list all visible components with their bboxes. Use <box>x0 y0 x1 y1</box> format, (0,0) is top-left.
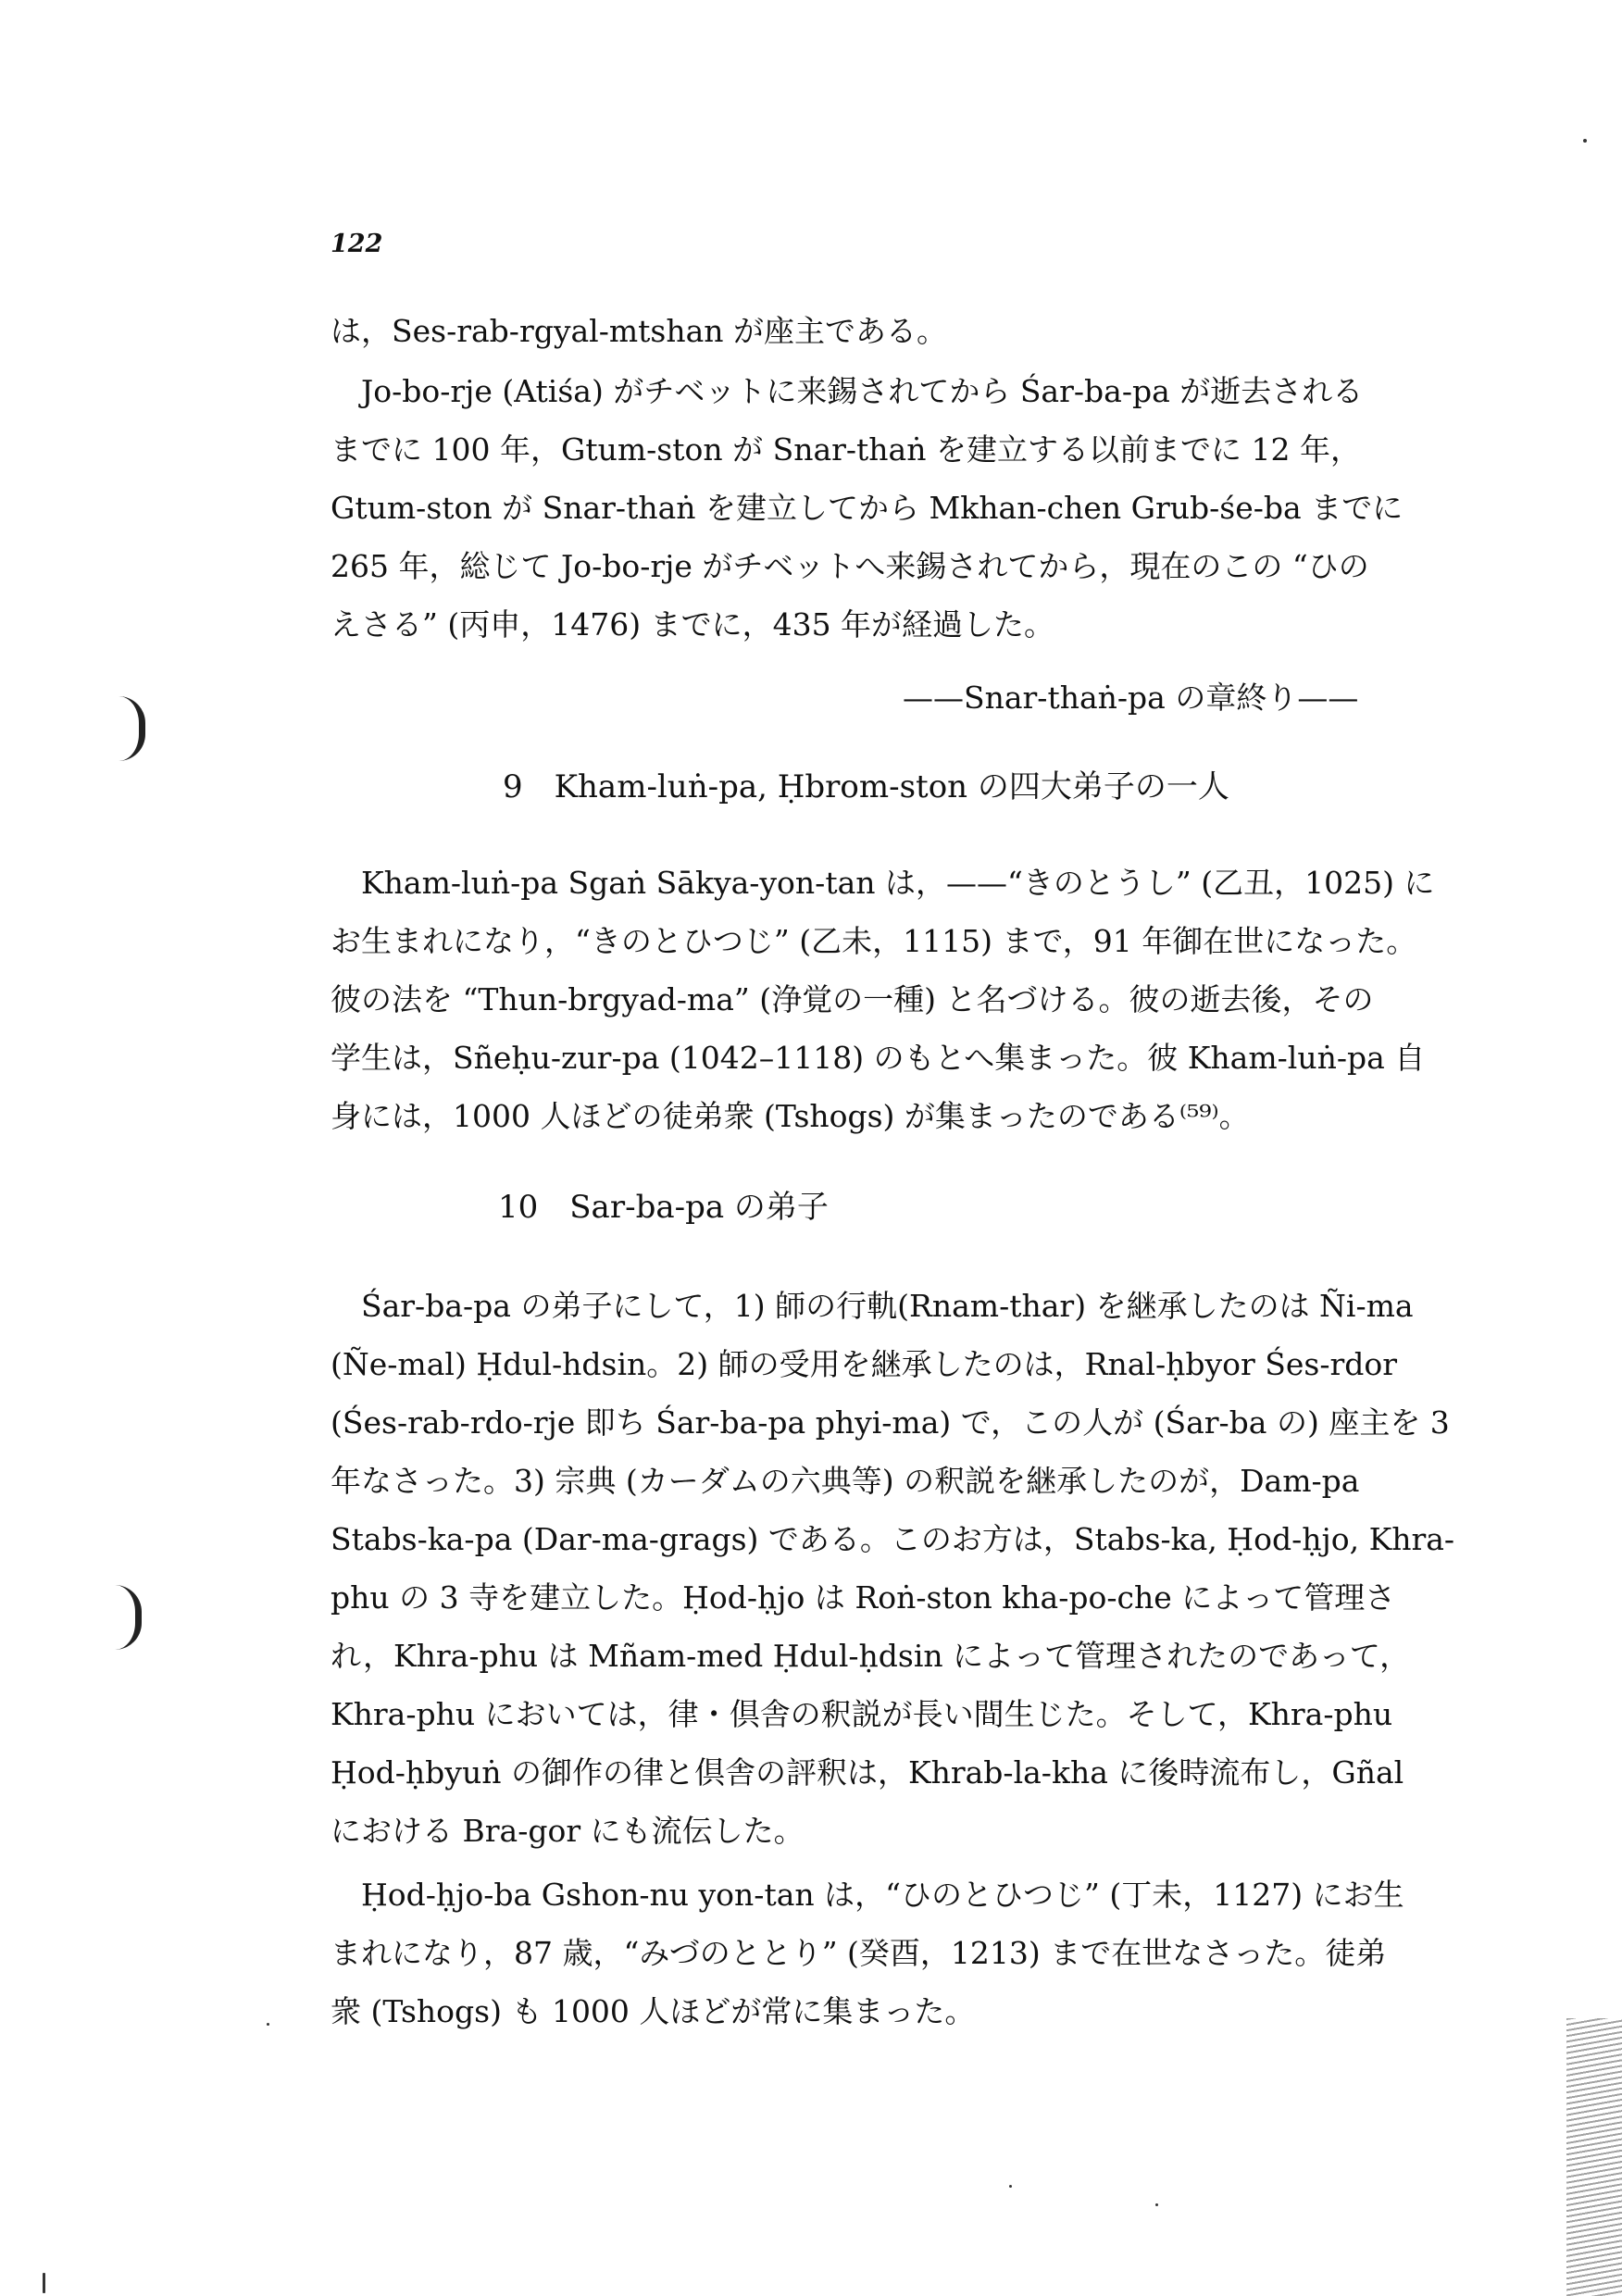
scan-speck <box>1155 2203 1158 2206</box>
text-line: Śar-ba-pa の弟子にして，1) 師の行軌(Rnam-thar) を継承したのは Ñi-ma <box>361 1288 1414 1324</box>
text-line: れ，Khra-phu は Mñam-med Ḥdul-ḥdsin によって管理されたのであって， <box>331 1638 1411 1674</box>
binding-bracket-lower <box>115 1585 142 1650</box>
scan-edge-noise <box>1566 2018 1622 2296</box>
text-line: Ḥod-ḥbyuṅ の御作の律と倶舎の評釈は，Khrab-la-kha に後時流布し，Gñal <box>331 1754 1404 1791</box>
section-10-heading: 10 Sar-ba-pa の弟子 <box>498 1189 829 1226</box>
text-line: (Ñe-mal) Ḥdul-hdsin。2) 師の受用を継承したのは，Rnal-ḥbyor Śes-rdor <box>331 1346 1398 1382</box>
text-line: Ḥod-ḥjo-ba Gshon-nu yon-tan は，“ひのとひつじ” (丁未，1127) にお生 <box>361 1877 1404 1913</box>
text-line: Stabs-ka-pa (Dar-ma-grags) である。このお方は，Stabs-ka, Ḥod-ḥjo, Khra- <box>331 1521 1455 1557</box>
text-line: まれになり，87 歳，“みづのととり” (癸酉，1213) まで在世なさった。徒弟 <box>331 1935 1387 1971</box>
text-line: えさる” (丙申，1476) までに，435 年が経過した。 <box>331 606 1055 643</box>
text-line: Kham-luṅ-pa Sgaṅ Sākya-yon-tan は，——“きのとうし” (乙丑，1025) に <box>361 865 1435 901</box>
text-line: (Śes-rab-rdo-rje 即ち Śar-ba-pa phyi-ma) で，この人が (Śar-ba の) 座主を 3 <box>331 1404 1450 1441</box>
section-9-heading: 9 Kham-luṅ-pa, Ḥbrom-ston の四大弟子の一人 <box>503 768 1229 805</box>
section-end-marker: ——Snar-thaṅ-pa の章終り—— <box>903 680 1359 716</box>
binding-bracket-upper <box>119 696 145 761</box>
text-line: までに 100 年，Gtum-ston が Snar-thaṅ を建立する以前までに 12 年， <box>331 431 1361 468</box>
text-line: Khra-phu においては，律・倶舎の釈説が長い間生じた。そして，Khra-phu <box>331 1696 1393 1732</box>
scan-speck <box>43 2273 45 2293</box>
scan-speck <box>1009 2185 1012 2188</box>
text-line: 265 年，総じて Jo-bo-rje がチベットへ来錫されてから，現在のこの “ひの <box>331 548 1369 584</box>
text-line: 彼の法を “Thun-brgyad-ma” (浄覚の一種) と名づける。彼の逝去後，その <box>331 981 1374 1017</box>
text-line: 年なさった。3) 宗典 (カーダムの六典等) の釈説を継承したのが，Dam-pa <box>331 1463 1360 1499</box>
page-number: 122 <box>331 230 383 258</box>
text-line: phu の 3 寺を建立した。Ḥod-ḥjo は Roṅ-ston kha-po-che によって管理さ <box>331 1579 1396 1616</box>
text-line: Jo-bo-rje (Atiśa) がチベットに来錫されてから Śar-ba-pa が逝去される <box>361 373 1364 409</box>
text-line: における Bra-gor にも流伝した。 <box>331 1813 805 1849</box>
scan-speck <box>1583 139 1587 143</box>
text-line: お生まれになり，“きのとひつじ” (乙未，1115) まで，91 年御在世になった。 <box>331 923 1417 959</box>
text-line: Gtum-ston が Snar-thaṅ を建立してから Mkhan-chen Grub-śe-ba までに <box>331 490 1404 526</box>
text-line: 衆 (Tshogs) も 1000 人ほどが常に集まった。 <box>331 1993 976 2029</box>
scan-speck <box>267 2023 269 2026</box>
text-line: 身には，1000 人ほどの徒弟衆 (Tshogs) が集まったのである⁽⁵⁹⁾。 <box>331 1098 1250 1134</box>
continuation-line: は，Ses-rab-rgyal-mtshan が座主である。 <box>331 313 948 349</box>
text-line: 学生は，Sñeḥu-zur-pa (1042–1118) のもとへ集まった。彼 Kham-luṅ-pa 自 <box>331 1040 1426 1076</box>
